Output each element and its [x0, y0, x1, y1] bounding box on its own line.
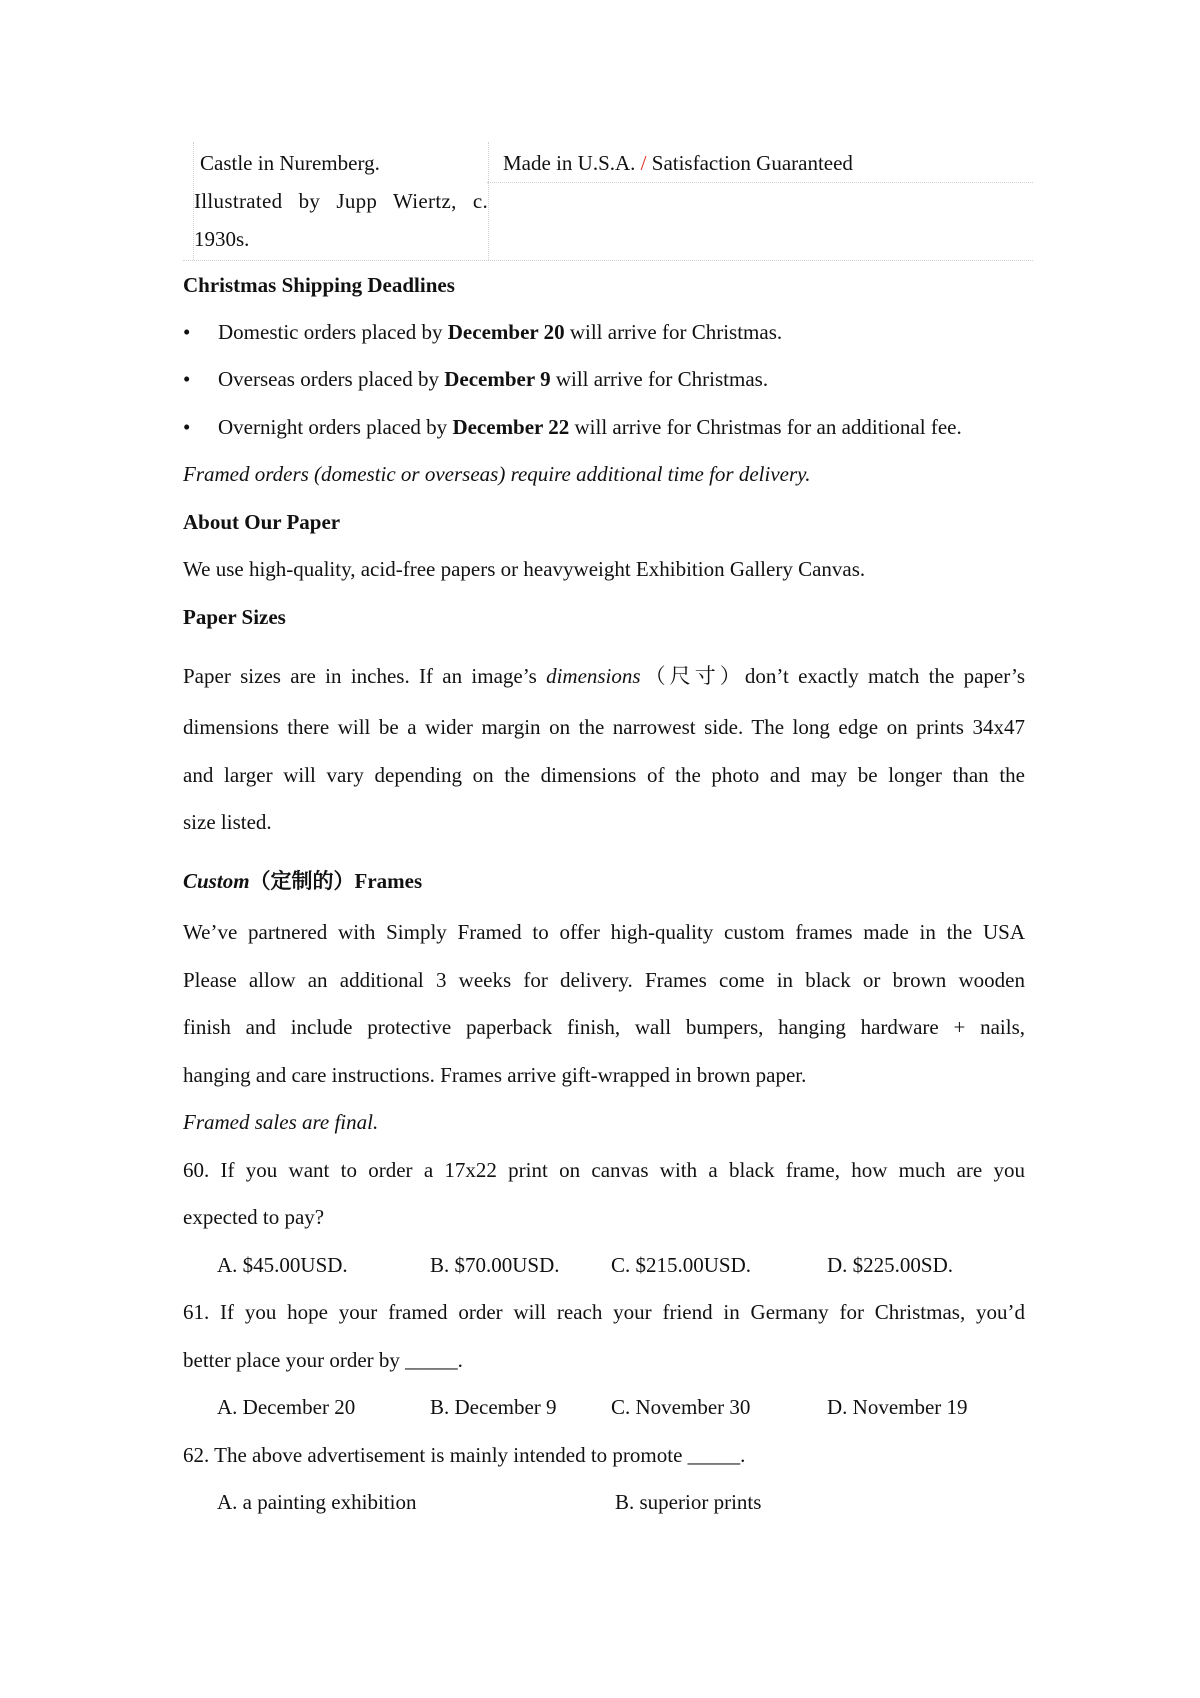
caption-line-2: Illustrated by Jupp Wiertz, c. [194, 189, 488, 213]
option-a: A. December 20 [217, 1395, 356, 1419]
shipping-heading: Christmas Shipping Deadlines [183, 273, 455, 297]
frames-line-3: finish and include protective paperback finish, wall bumpers, hanging hardware + nails, [183, 1015, 1025, 1039]
sizes-line-4: size listed. [183, 810, 272, 834]
sizes-line-2: dimensions there will be a wider margin on the narrowest side. The long edge on prints 34x47 [183, 715, 1025, 739]
table-divider [487, 182, 1033, 183]
table-cell-caption [193, 142, 489, 260]
info-table [193, 142, 1033, 262]
option-b: B. $70.00USD. [430, 1253, 560, 1277]
frames-line-2: Please allow an additional 3 weeks for delivery. Frames come in black or brown wooden [183, 968, 1025, 992]
option-a: A. $45.00USD. [217, 1253, 348, 1277]
paper-text: We use high-quality, acid-free papers or heavyweight Exhibition Gallery Canvas. [183, 557, 866, 581]
bullet-icon: • [183, 367, 191, 391]
option-d: D. $225.00SD. [827, 1253, 954, 1277]
sizes-line-1: Paper sizes are in inches. If an image’s dimensions（尺寸）don’t exactly match the paper’s [183, 664, 1026, 688]
sizes-line-3: and larger will vary depending on the dimensions of the photo and may be longer than the [183, 763, 1025, 787]
shipping-item: Overnight orders placed by December 22 will arrive for Christmas for an additional fee. [218, 415, 962, 439]
shipping-item: Overseas orders placed by December 9 will arrive for Christmas. [218, 367, 769, 391]
satisfaction-guaranteed: Satisfaction Guaranteed [651, 151, 853, 175]
question-62-line-1: 62. The above advertisement is mainly intended to promote _____. [183, 1443, 746, 1467]
separator-slash: / [640, 151, 647, 175]
shipping-item: Domestic orders placed by December 20 will arrive for Christmas. [218, 320, 783, 344]
question-61-line-1: 61. If you hope your framed order will reach your friend in Germany for Christmas, you’d [183, 1300, 1025, 1324]
sizes-heading: Paper Sizes [183, 605, 286, 629]
frames-line-1: We’ve partnered with Simply Framed to offer high-quality custom frames made in the USA [183, 920, 1025, 944]
option-a: A. a painting exhibition [217, 1490, 417, 1514]
made-in-usa: Made in U.S.A. [503, 151, 636, 175]
shipping-note: Framed orders (domestic or overseas) require additional time for delivery. [183, 462, 811, 486]
option-b: B. December 9 [430, 1395, 557, 1419]
option-c: C. November 30 [611, 1395, 751, 1419]
frames-heading: Custom（定制的）Frames [183, 869, 423, 893]
frames-line-4: hanging and care instructions. Frames arrive gift-wrapped in brown paper. [183, 1063, 807, 1087]
bullet-icon: • [183, 320, 191, 344]
question-61-line-2: better place your order by _____. [183, 1348, 463, 1372]
table-bottom-border [183, 260, 1033, 261]
caption-line-3: 1930s. [194, 227, 250, 251]
table-cell-guarantee [503, 144, 853, 182]
option-b: B. superior prints [615, 1490, 762, 1514]
frames-note: Framed sales are final. [183, 1110, 379, 1134]
option-c: C. $215.00USD. [611, 1253, 752, 1277]
option-d: D. November 19 [827, 1395, 968, 1419]
question-60-line-1: 60. If you want to order a 17x22 print on canvas with a black frame, how much are you [183, 1158, 1025, 1182]
paper-heading: About Our Paper [183, 510, 341, 534]
question-60-line-2: expected to pay? [183, 1205, 325, 1229]
bullet-icon: • [183, 415, 191, 439]
caption-line-1: Castle in Nuremberg. [200, 151, 380, 175]
